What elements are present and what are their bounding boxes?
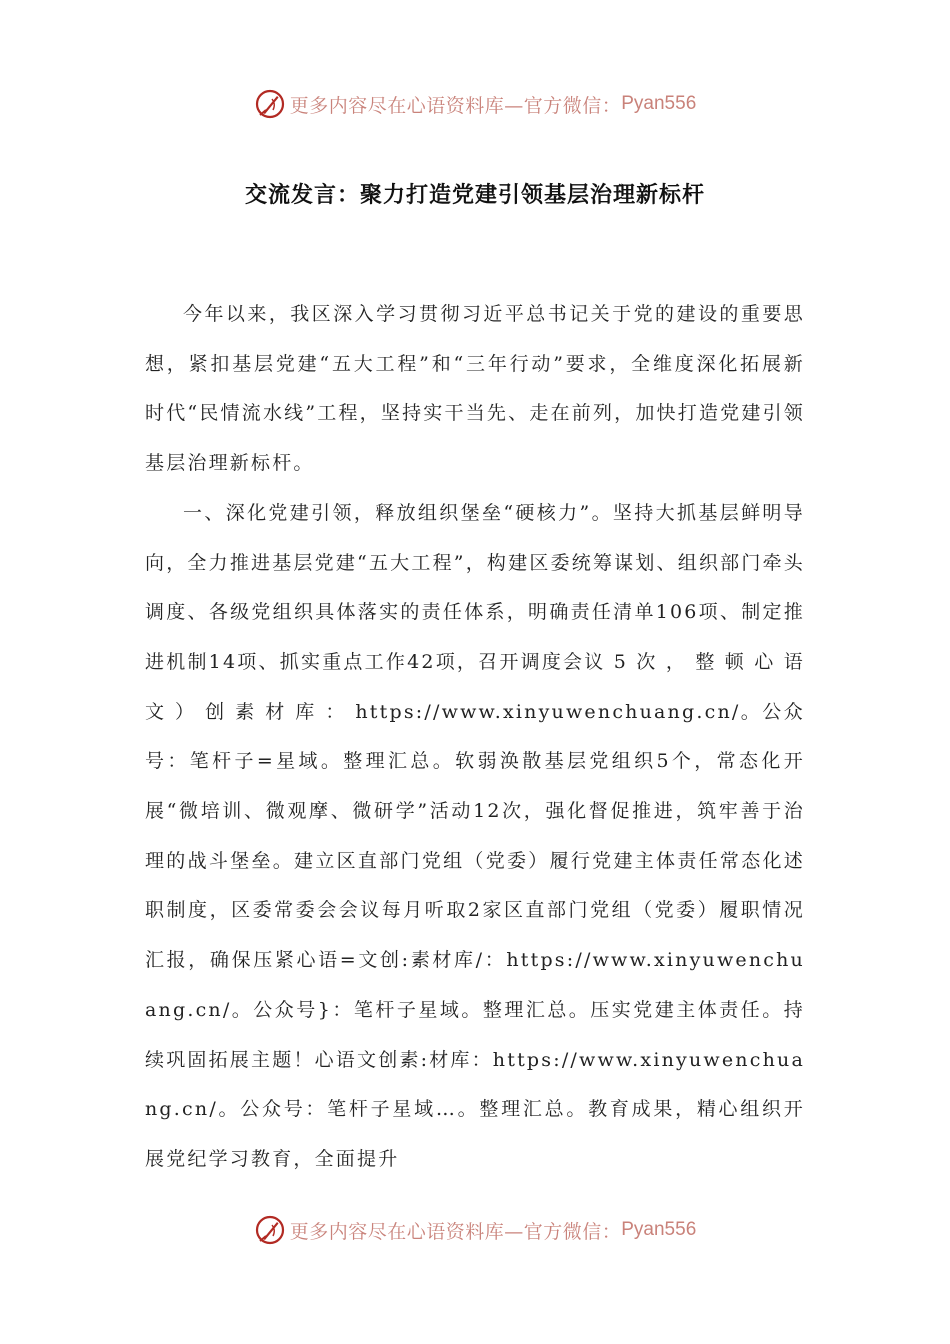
banner-wechat-id: Pyan556 — [621, 1219, 697, 1240]
paragraph-intro: 今年以来，我区深入学习贯彻习近平总书记关于党的建设的重要思想，紧扣基层党建“五大工程”和“三年行动”要求，全维度深化拓展新时代“民情流水线”工程，坚持实干当先、走在前列，加快打造党建引领基层治理新标杆。 — [145, 303, 805, 475]
header-banner — [0, 84, 950, 124]
banner-wechat-id: Pyan556 — [621, 93, 697, 114]
quill-logo-icon — [254, 1214, 286, 1246]
document-title: 交流发言：聚力打造党建引领基层治理新标杆 — [244, 183, 705, 208]
document-body — [145, 290, 805, 1185]
banner-text: 更多内容尽在心语资料库—官方微信： — [289, 94, 622, 117]
paragraph-section-1: 一、深化党建引领，释放组织堡垒“硬核力”。坚持大抓基层鲜明导向，全力推进基层党建“五大工程”，构建区委统筹谋划、组织部门牵头调度、各级党组织具体落实的责任体系，明确责任清单106项、制定推进机制14项、抓实重点工作42项，召开调度会议 5 次 ， 整 顿 心 语 文 ） 创 素 材 库 ： https://www.xinyuwenchuang.cn/。公众号：笔杆子=星域。整理汇总。软弱涣散基层党组织5个，常态化开展“微培训、微观摩、微研学”活动12次，强化督促推进，筑牢善于治理的战斗堡垒。建立区直部门党组（党委）履行党建主体责任常态化述职制度，区委常委会会议每月听取2家区直部门党组（党委）履职情况汇报，确保压紧心语=文创:素材库/：https://www.xinyuwenchuang.cn/。公众号}：笔杆子星域。整理汇总。压实党建主体责任。持续巩固拓展主题！心语文创素:材库：https://www.xinyuwenchuang.cn/。公众号：笔杆子星域…。整理汇总。教育成果，精心组织开展党纪学习教育，全面提升 — [145, 501, 805, 1170]
banner-text: 更多内容尽在心语资料库—官方微信： — [289, 1220, 622, 1243]
quill-logo-icon — [254, 88, 286, 120]
footer-banner — [0, 1210, 950, 1250]
